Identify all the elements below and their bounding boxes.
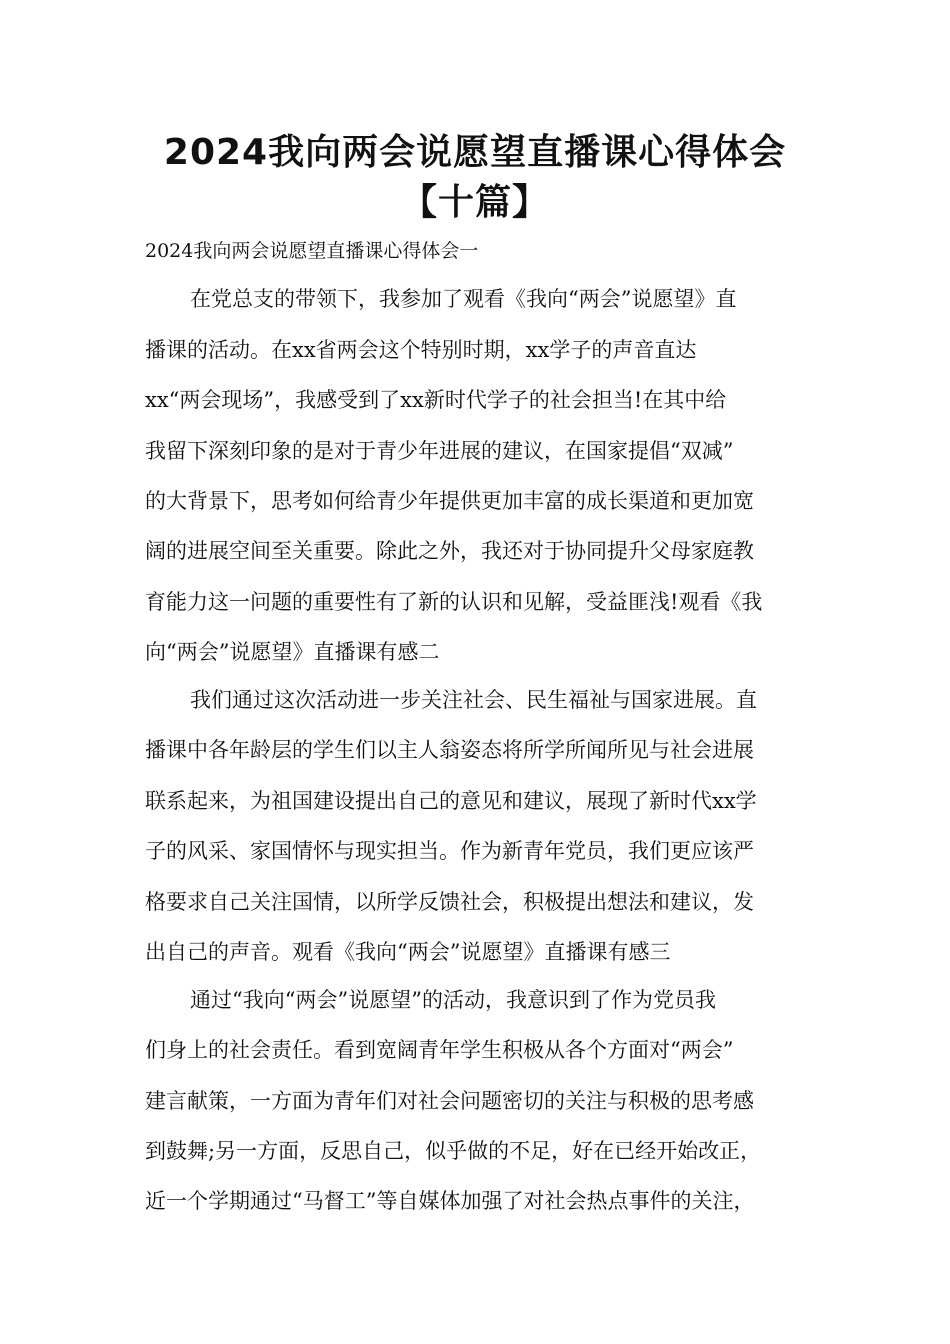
paragraph-line: 在党总支的带领下，我参加了观看《我向“两会”说愿望》直 (190, 287, 737, 311)
document-title-line-1: 2024我向两会说愿望直播课心得体会 (163, 132, 787, 173)
paragraph-line: 的大背景下，思考如何给青少年提供更加丰富的成长渠道和更加宽 (145, 489, 754, 513)
paragraph-line: 向“两会”说愿望》直播课有感二 (145, 640, 440, 664)
section-heading: 2024我向两会说愿望直播课心得体会一 (145, 240, 479, 262)
paragraph-line: 格要求自己关注国情，以所学反馈社会，积极提出想法和建议，发 (145, 890, 754, 914)
paragraph-line: 播课的活动。在xx省两会这个特别时期，xx学子的声音直达 (145, 338, 697, 362)
document-title-line-2: 【十篇】 (400, 182, 549, 223)
paragraph-line: 出自己的声音。观看《我向“两会”说愿望》直播课有感三 (145, 940, 671, 964)
paragraph-line: 联系起来，为祖国建设提出自己的意见和建议，展现了新时代xx学 (145, 789, 757, 813)
paragraph-line: 通过“我向“两会”说愿望”的活动，我意识到了作为党员我 (190, 988, 716, 1012)
paragraph-line: 到鼓舞;另一方面，反思自己，似乎做的不足，好在已经开始改正， (145, 1139, 762, 1163)
paragraph-line: 播课中各年龄层的学生们以主人翁姿态将所学所闻所见与社会进展 (145, 738, 754, 762)
paragraph-line: 建言献策，一方面为青年们对社会问题密切的关注与积极的思考感 (145, 1089, 754, 1113)
paragraph-line: 我们通过这次活动进一步关注社会、民生福祉与国家进展。直 (190, 688, 757, 712)
paragraph-line: 近一个学期通过“马督工”等自媒体加强了对社会热点事件的关注， (145, 1189, 755, 1213)
paragraph-line: 育能力这一问题的重要性有了新的认识和见解，受益匪浅!观看《我 (145, 590, 763, 614)
paragraph-line: 阔的进展空间至关重要。除此之外，我还对于协同提升父母家庭教 (145, 539, 754, 563)
paragraph-line: xx“两会现场”，我感受到了xx新时代学子的社会担当!在其中给 (145, 388, 727, 412)
paragraph-line: 我留下深刻印象的是对于青少年进展的建议，在国家提倡“双减” (145, 439, 734, 463)
paragraph-line: 们身上的社会责任。看到宽阔青年学生积极从各个方面对“两会” (145, 1038, 734, 1062)
paragraph-line: 子的风采、家国情怀与现实担当。作为新青年党员，我们更应该严 (145, 839, 754, 863)
